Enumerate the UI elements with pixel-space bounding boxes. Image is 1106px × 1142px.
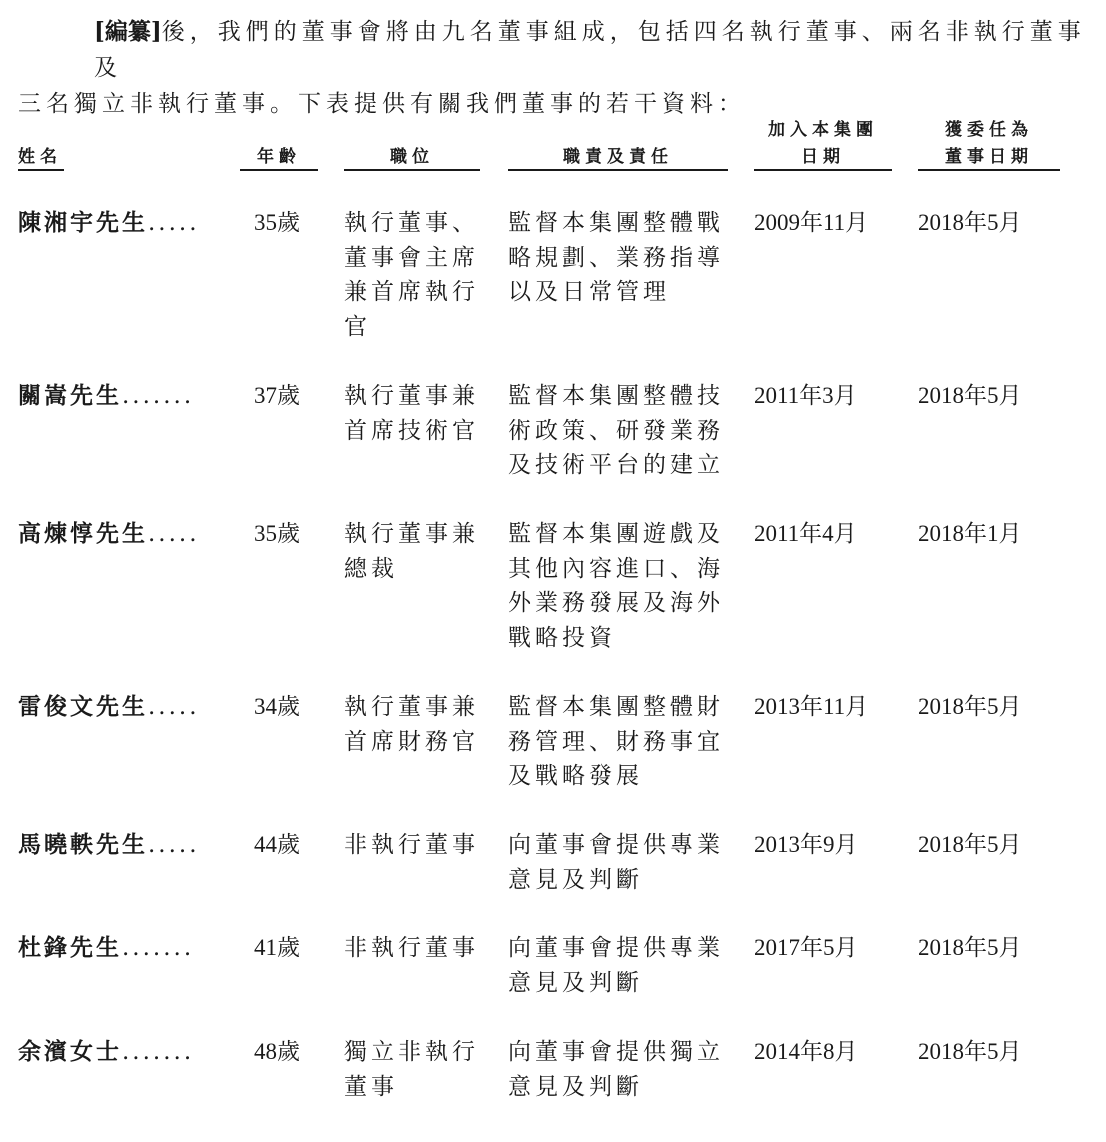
table-row-appoint-date: 2018年5月 xyxy=(918,694,1022,719)
header-join-date xyxy=(754,117,892,171)
table-row-age: 48歲 xyxy=(254,1039,300,1064)
table-row-age: 34歲 xyxy=(254,694,300,719)
header-appoint-date-line-1: 獲委任為 xyxy=(945,120,1033,140)
leader-dots: ..... xyxy=(148,521,200,547)
header-name: 姓名 xyxy=(18,147,62,167)
table-row-age: 35歲 xyxy=(254,210,300,235)
table-row-join-date: 2017年5月 xyxy=(754,935,858,960)
table-row-join-date: 2013年9月 xyxy=(754,832,858,857)
table-row-name xyxy=(18,690,200,725)
intro-line-1 xyxy=(18,14,1088,86)
leader-dots: ....... xyxy=(122,1039,195,1065)
table-row-duties: 監督本集團遊戲及其他內容進口、海外業務發展及海外戰略投資 xyxy=(508,521,724,651)
table-row-join-date: 2009年11月 xyxy=(754,210,869,235)
table-row-duties: 監督本集團整體財務管理、財務事宜及戰略發展 xyxy=(508,694,724,789)
header-age: 年齡 xyxy=(257,147,301,167)
table-row-duties: 監督本集團整體技術政策、研發業務及技術平台的建立 xyxy=(508,383,724,478)
table-row-age: 35歲 xyxy=(254,521,300,546)
header-duties: 職責及責任 xyxy=(563,147,673,167)
leader-dots: ..... xyxy=(148,832,200,858)
header-appoint-date-rule xyxy=(918,169,1060,171)
table-row-appoint-date: 2018年5月 xyxy=(918,935,1022,960)
table-row-name xyxy=(18,828,200,863)
table-row-name xyxy=(18,931,194,966)
intro-line-2: 三名獨立非執行董事。下表提供有關我們董事的若干資料： xyxy=(18,91,746,117)
table-row-position: 執行董事、董事會主席兼首席執行官 xyxy=(344,210,479,340)
leader-dots: ....... xyxy=(122,383,195,409)
table-row-duties: 向董事會提供獨立意見及判斷 xyxy=(508,1039,724,1100)
director-name: 余濱女士 xyxy=(18,1038,122,1065)
director-name: 陳湘宇先生 xyxy=(18,209,148,236)
table-row-appoint-date: 2018年5月 xyxy=(918,210,1022,235)
table-row-duties: 向董事會提供專業意見及判斷 xyxy=(508,832,724,893)
table-row-join-date: 2011年3月 xyxy=(754,383,857,408)
table-row-appoint-date: 2018年1月 xyxy=(918,521,1022,546)
table-row-name xyxy=(18,517,200,552)
director-name: 杜鋒先生 xyxy=(18,934,122,961)
intro-paragraph xyxy=(18,14,1088,122)
leader-dots: ....... xyxy=(122,935,195,961)
table-row-join-date: 2011年4月 xyxy=(754,521,857,546)
table-row-position: 非執行董事 xyxy=(344,935,479,961)
table-row-position: 獨立非執行董事 xyxy=(344,1039,479,1100)
table-row-appoint-date: 2018年5月 xyxy=(918,832,1022,857)
table-row-appoint-date: 2018年5月 xyxy=(918,383,1022,408)
leader-dots: ..... xyxy=(148,694,200,720)
director-name: 高煉惇先生 xyxy=(18,520,148,547)
leader-dots: ..... xyxy=(148,210,200,236)
header-join-date-line-1: 加入本集團 xyxy=(768,120,878,140)
table-row-age: 41歲 xyxy=(254,935,300,960)
director-name: 關嵩先生 xyxy=(18,382,122,409)
header-name-rule xyxy=(18,169,64,171)
table-row-age: 44歲 xyxy=(254,832,300,857)
intro-line-1-text: 後，我們的董事會將由九名董事組成，包括四名執行董事、兩名非執行董事及 xyxy=(94,19,1086,81)
table-row-position: 執行董事兼首席財務官 xyxy=(344,694,479,755)
table-row-name xyxy=(18,206,200,241)
header-appoint-date xyxy=(918,117,1060,171)
header-join-date-rule xyxy=(754,169,892,171)
table-row-name xyxy=(18,1035,194,1070)
redacted-marker: [編纂] xyxy=(94,18,162,45)
header-position: 職位 xyxy=(390,147,434,167)
table-row-join-date: 2014年8月 xyxy=(754,1039,858,1064)
table-row-join-date: 2013年11月 xyxy=(754,694,869,719)
table-row-position: 非執行董事 xyxy=(344,832,479,858)
header-appoint-date-line-2: 董事日期 xyxy=(945,147,1033,167)
table-row-duties: 監督本集團整體戰略規劃、業務指導以及日常管理 xyxy=(508,210,724,305)
header-age-rule xyxy=(240,169,318,171)
table-row-duties: 向董事會提供專業意見及判斷 xyxy=(508,935,724,996)
director-name: 馬曉軼先生 xyxy=(18,831,148,858)
header-join-date-line-2: 日期 xyxy=(801,147,845,167)
table-row-appoint-date: 2018年5月 xyxy=(918,1039,1022,1064)
header-position-rule xyxy=(344,169,480,171)
table-row-age: 37歲 xyxy=(254,383,300,408)
director-name: 雷俊文先生 xyxy=(18,693,148,720)
table-row-position: 執行董事兼首席技術官 xyxy=(344,383,479,444)
table-row-name xyxy=(18,379,194,414)
header-duties-rule xyxy=(508,169,728,171)
table-row-position: 執行董事兼總裁 xyxy=(344,521,479,582)
